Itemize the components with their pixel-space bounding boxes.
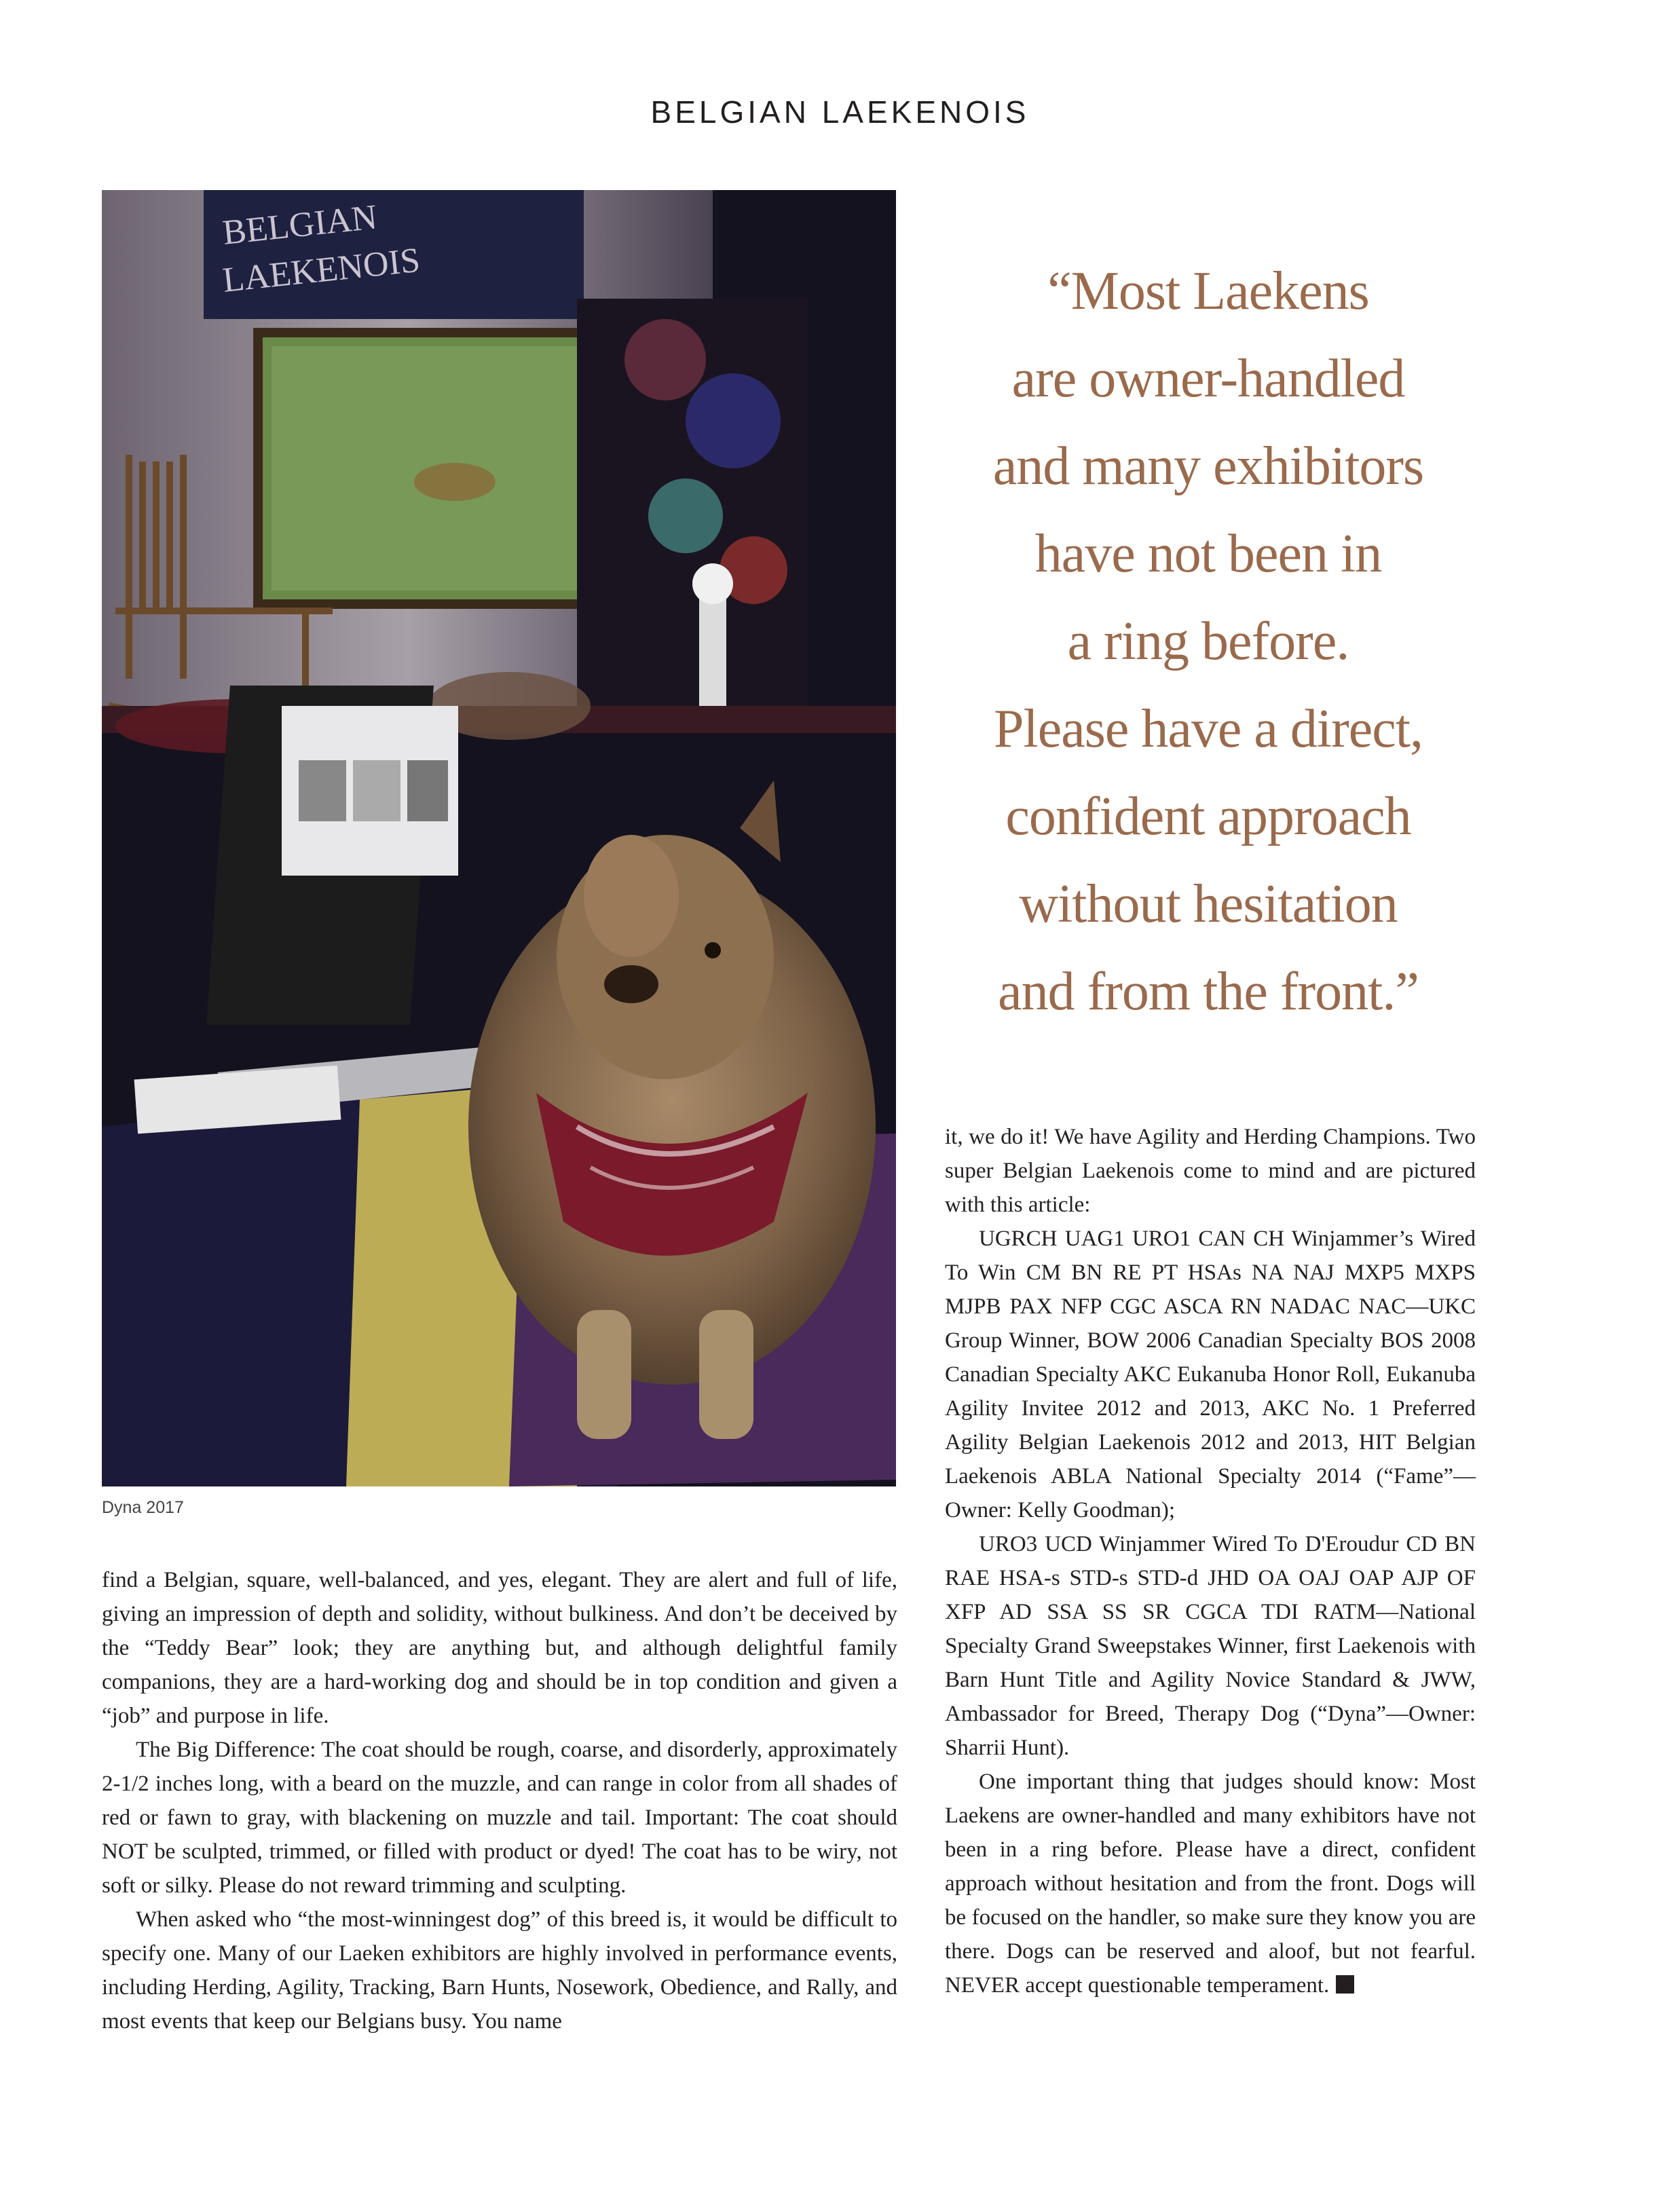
end-of-article-mark bbox=[1336, 1975, 1354, 1994]
article-final-text: One important thing that judges should know: Most Laekens are owner-handled and many exhibitors have not been in a ring before. Please have a direct, confident approach without hesitation and from the front. Dogs will be focused on the handler, so make sure they know you are there. Dogs can be reserved and aloof, but not fearful. NEVER accept questionable temperament. bbox=[945, 1770, 1476, 1998]
article-paragraph: it, we do it! We have Agility and Herding Champions. Two super Belgian Laekenois come to mind and are pictured with this article: bbox=[945, 1125, 1476, 1217]
pull-quote-line: and many exhibitors bbox=[992, 436, 1424, 496]
article-paragraph: URO3 UCD Winjammer Wired To D'Eroudur CD BN RAE HSA-s STD-s STD-d JHD OA OAJ OAP AJP OF XFP AD SSA SS SR CGCA TDI RATM—National Specialty Grand Sweepstakes Winner, first Laekenois with Barn Hunt Title and Agility Novice Standard & JWW, Ambassador for Breed, Therapy Dog (“Dyna”—Owner: Sharrii Hunt). bbox=[945, 1532, 1476, 1760]
banner-text-line2: LAEKENOIS bbox=[221, 240, 422, 300]
pull-quote-line: without hesitation bbox=[1019, 874, 1398, 934]
pull-quote-line: have not been in bbox=[1034, 524, 1382, 584]
photo-caption: Dyna 2017 bbox=[102, 1498, 184, 1517]
pull-quote-line: Please have a direct, bbox=[993, 699, 1423, 759]
pull-quote-line: “Most Laekens bbox=[1047, 261, 1369, 321]
article-paragraph: When asked who “the most-winningest dog” of this breed is, it would be difficult to specify one. Many of our Laeken exhibitors are highly involved in performance events, including Herding, Agility, Tracking, Barn Hunts, Nosework, Obedience, and Rally, and most events that keep our Belgians busy. You name bbox=[102, 1907, 897, 2034]
article-paragraph: UGRCH UAG1 URO1 CAN CH Winjammer’s Wired To Win CM BN RE PT HSAs NA NAJ MXP5 MXPS MJPB PAX NFP CGC ASCA RN NADAC NAC—UKC Group Winner, BOW 2006 Canadian Specialty BOS 2008 Canadian Specialty AKC Eukanuba Honor Roll, Eukanuba Agility Invitee 2012 and 2013, AKC No. 1 Preferred Agility Belgian Laekenois 2012 and 2013, HIT Belgian Laekenois ABLA National Specialty 2014 (“Fame”—Owner: Kelly Goodman); bbox=[945, 1227, 1476, 1522]
pull-quote-line: a ring before. bbox=[1067, 612, 1349, 671]
section-header: BELGIAN LAEKENOIS bbox=[650, 94, 1030, 130]
pull-quote bbox=[937, 248, 1480, 1036]
pull-quote-line: confident approach bbox=[1005, 787, 1411, 846]
article-paragraph: The Big Difference: The coat should be rough, coarse, and disorderly, approximately 2-1/2 inches long, with a beard on the muzzle, and can range in color from all shades of red or fawn to gray, with blackening on muzzle and tail. Important: The coat should NOT be sculpted, trimmed, or filled with product or dyed! The coat has to be wiry, not soft or silky. Please do not reward trimming and sculpting. bbox=[102, 1738, 897, 1898]
pull-quote-line: and from the front.” bbox=[998, 962, 1419, 1022]
article-column-left bbox=[102, 1563, 897, 2038]
article-paragraph: find a Belgian, square, well-balanced, and yes, elegant. They are alert and full of life, giving an impression of depth and solidity, without bulkiness. And don’t be deceived by the “Teddy Bear” look; they are anything but, and although delightful family companions, they are a hard-working dog and should be in top condition and given a “job” and purpose in life. bbox=[102, 1568, 897, 1728]
article-column-right bbox=[945, 1120, 1476, 2002]
banner-text-line1: BELGIAN bbox=[221, 198, 379, 252]
article-paragraph-final bbox=[945, 1765, 1476, 2002]
dyna-photo bbox=[102, 190, 896, 1486]
ribbon-display bbox=[577, 299, 808, 706]
pull-quote-line: are owner-handled bbox=[1011, 349, 1405, 409]
photo-illustration bbox=[102, 190, 896, 1486]
